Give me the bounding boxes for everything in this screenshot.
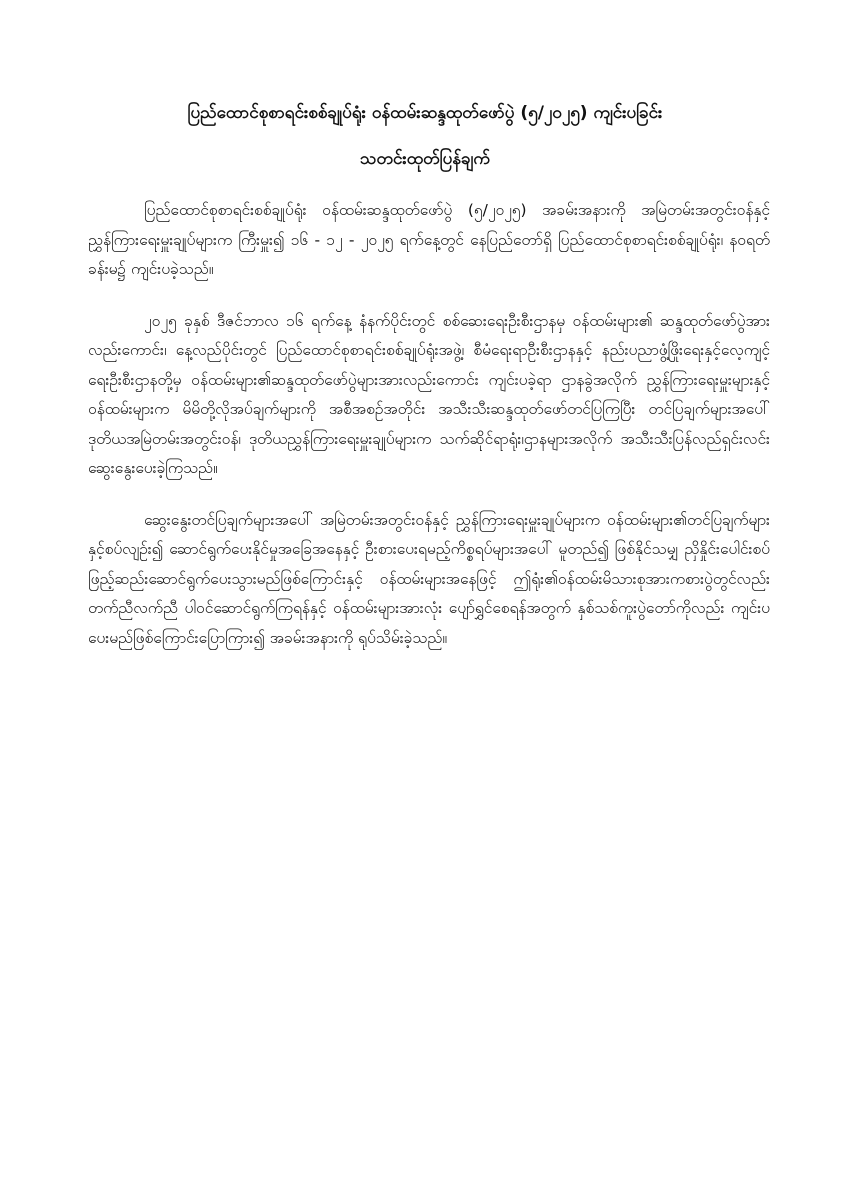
paragraph-1: ပြည်ထောင်စုစာရင်းစစ်ချုပ်ရုံး ဝန်ထမ်းဆန္ဒထုတ်ဖော်ပွဲ (၅/၂၀၂၅) အခမ်းအနားကို အမြဲတမ်းအတွင်းဝန်နှင့် ညွှန်ကြားရေးမှူးချုပ်များက ကြီးမှူး၍ ၁၆ - ၁၂ - ၂၀၂၅ ရက်နေ့တွင် နေပြည်တော်ရှိ ပြည်ထောင်စုစာရင်းစစ်ချုပ်ရုံး၊ နဝရတ်ခန်းမ၌ ကျင်းပခဲ့သည်။ <box>88 201 770 278</box>
document-title: ပြည်ထောင်စုစာရင်းစစ်ချုပ်ရုံး ဝန်ထမ်းဆန္ဒထုတ်ဖော်ပွဲ (၅/၂၀၂၅) ကျင်းပခြင်း <box>187 103 663 123</box>
document-subtitle: သတင်းထုတ်ပြန်ချက် <box>360 149 490 169</box>
paragraph-3: ဆွေးနွေးတင်ပြချက်များအပေါ် အမြဲတမ်းအတွင်းဝန်နှင့် ညွှန်ကြားရေးမှူးချုပ်များက ဝန်ထမ်းများ၏တင်ပြချက်များနှင့်စပ်လျဉ်း၍ ဆောင်ရွက်ပေးနိုင်မှုအခြေအနေနှင့် ဦးစားပေးရမည့်ကိစ္စရပ်များအပေါ် မူတည်၍ ဖြစ်နိုင်သမျှ ညှိနှိုင်းပေါင်းစပ် ဖြည့်ဆည်းဆောင်ရွက်ပေးသွားမည်ဖြစ်ကြောင်းနှင့် ဝန်ထမ်းများအနေဖြင့် ဤရုံး၏ဝန်ထမ်းမိသားစုအားကစားပွဲတွင်လည်း တက်ညီလက်ညီ ပါဝင်ဆောင်ရွက်ကြရန်နှင့် ဝန်ထမ်းများအားလုံး ပျော်ရွှင်စေရန်အတွက် နှစ်သစ်ကူးပွဲတော်ကိုလည်း ကျင်းပပေးမည်ဖြစ်ကြောင်းပြောကြား၍ အခမ်းအနားကို ရုပ်သိမ်းခဲ့သည်။ <box>88 510 770 647</box>
document-body <box>88 196 770 675</box>
paragraph-2: ၂၀၂၅ ခုနှစ် ဒီဇင်ဘာလ ၁၆ ရက်နေ့ နံနက်ပိုင်းတွင် စစ်ဆေးရေးဦးစီးဌာနမှ ဝန်ထမ်းများ၏ ဆန္ဒထုတ်ဖော်ပွဲအားလည်းကောင်း၊ နေ့လည်ပိုင်းတွင် ပြည်ထောင်စုစာရင်းစစ်ချုပ်ရုံးအဖွဲ့၊ စီမံရေးရာဦးစီးဌာနနှင့် နည်းပညာဖွံ့ဖြိုးရေးနှင့်လေ့ကျင့်ရေးဦးစီးဌာနတို့မှ ဝန်ထမ်းများ၏ဆန္ဒထုတ်ဖော်ပွဲများအားလည်းကောင်း ကျင်းပခဲ့ရာ ဌာနခွဲအလိုက် ညွှန်ကြားရေးမှူးများနှင့်ဝန်ထမ်းများက မိမိတို့လိုအပ်ချက်များကို အစီအစဉ်အတိုင်း အသီးသီးဆန္ဒထုတ်ဖော်တင်ပြကြပြီး တင်ပြချက်များအပေါ် ဒုတိယအမြဲတမ်းအတွင်းဝန်၊ ဒုတိယညွှန်ကြားရေးမှူးချုပ်များက သက်ဆိုင်ရာရုံး၊ဌာနများအလိုက် အသီးသီးပြန်လည်ရှင်းလင်း ဆွေးနွေးပေးခဲ့ကြသည်။ <box>88 311 770 477</box>
